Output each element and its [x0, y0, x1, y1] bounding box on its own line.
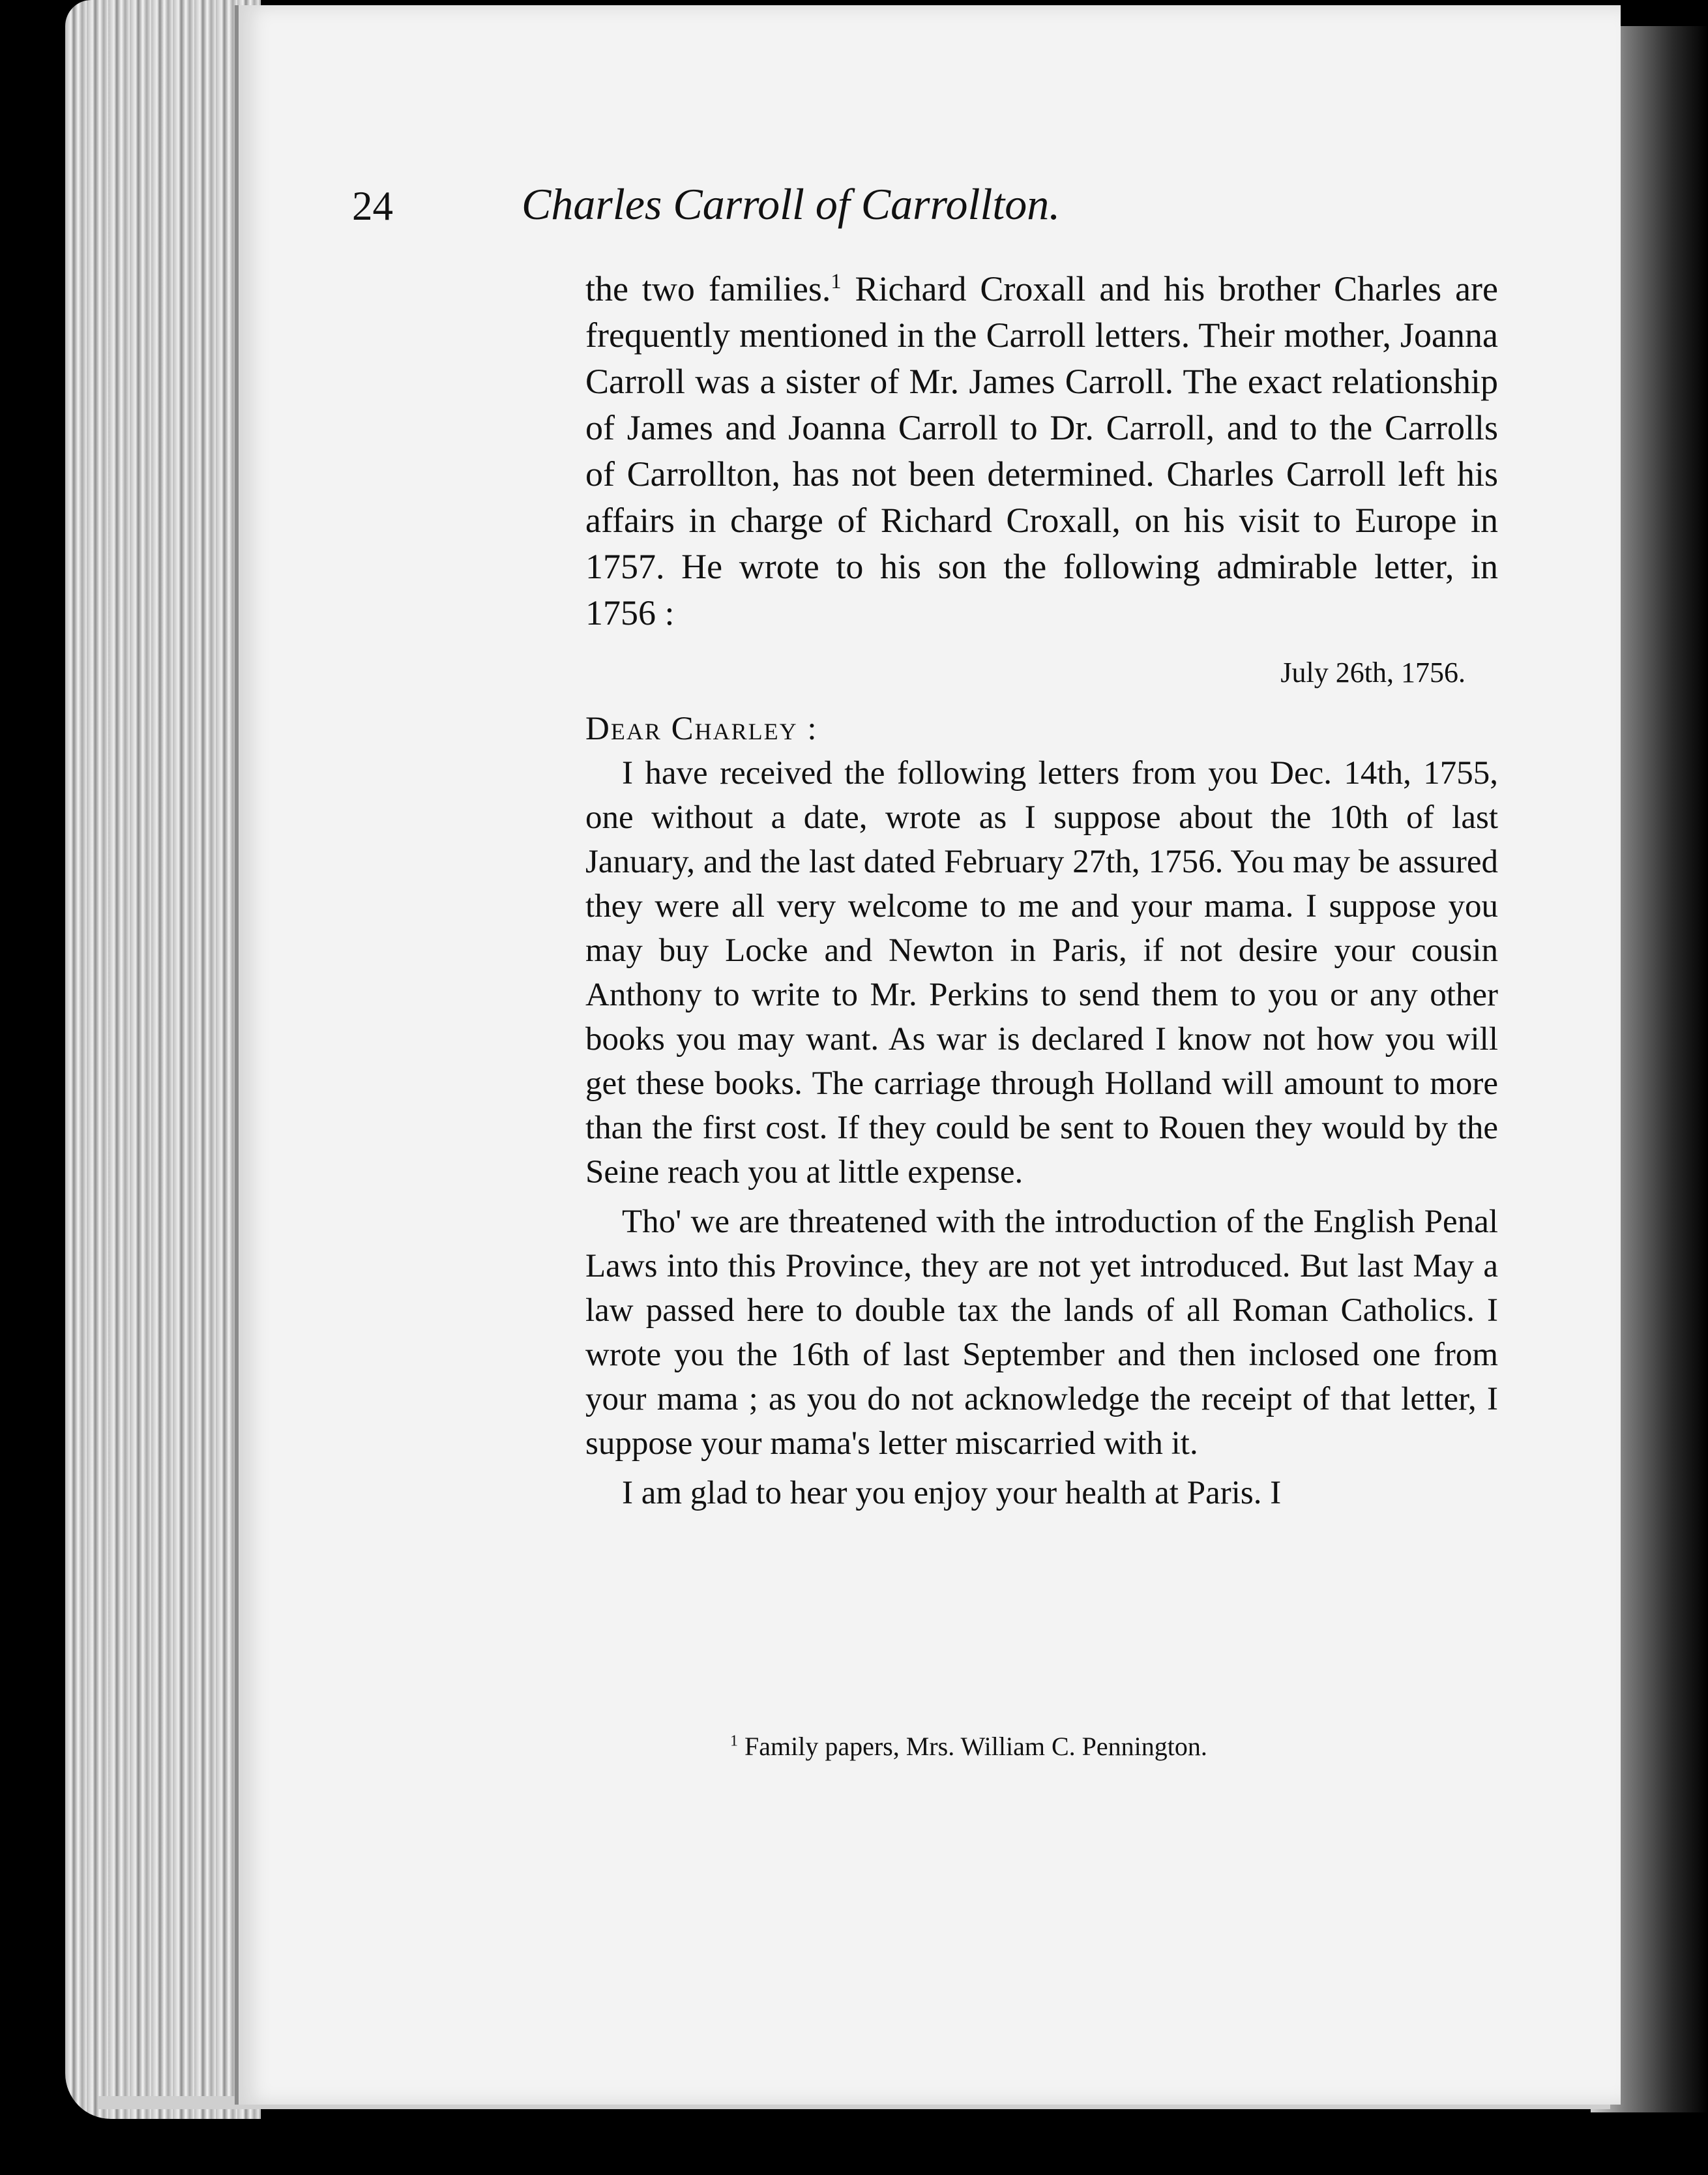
running-title: Charles Carroll of Carrollton.: [522, 179, 1061, 229]
intro-paragraph: [585, 266, 1498, 636]
letter-paragraph: I have received the following letters from you Dec. 14th, 1755, one without a date, wrote as I suppose about the 10th of last January, and the last dated February 27th, 1756. You may be assured they were all very welcome to me and your mama. I suppose you may buy Locke and Newton in Paris, if not desire your cousin Anthony to write to Mr. Perkins to send them to you or any other books you may want. As war is declared I know not how you will get these books. The carriage through Holland will amount to more than the first cost. If they could be sent to Rouen they would by the Seine reach you at little expense.: [585, 755, 1498, 1191]
page-body: [585, 266, 1498, 1515]
footnote-reference: 1: [831, 270, 842, 293]
footnote: [730, 1731, 1382, 1762]
letter-paragraph: Tho' we are threatened with the introduction of the English Penal Laws into this Province, they are not yet introduced. But last May a law passed here to double tax the lands of all Roman Catholics. I wrote you the 16th of last September and then inclosed one from your mama ; as you do not acknowledge the receipt of that letter, I suppose your mama's letter miscarried with it.: [585, 1204, 1498, 1462]
letter-date: July 26th, 1756.: [1280, 657, 1465, 688]
intro-text-end: Richard Croxall and his brother Charles are frequently mentioned in the Carroll letters. Their mother, Joanna Carroll was a sister of Mr. James Carroll. The exact relationship of James and Joanna Carroll to Dr. Carroll, and to the Carrolls of Carrollton, has not been determined. Charles Carroll left his affairs in charge of Richard Croxall, on his visit to Europe in 1757. He wrote to his son the following admirable letter, in 1756 :: [585, 269, 1498, 632]
letter-salutation: Dear Charley :: [585, 711, 818, 747]
footnote-marker: 1: [730, 1732, 738, 1750]
page-number: 24: [352, 183, 393, 229]
page-header: [352, 175, 1382, 240]
intro-text-start: the two families.: [585, 269, 831, 308]
letter: [585, 707, 1498, 1515]
book-page-edges: [65, 0, 261, 2119]
letter-paragraph: I am glad to hear you enjoy your health at Paris. I: [622, 1475, 1282, 1511]
footnote-text: Family papers, Mrs. William C. Pennington.: [738, 1732, 1207, 1761]
